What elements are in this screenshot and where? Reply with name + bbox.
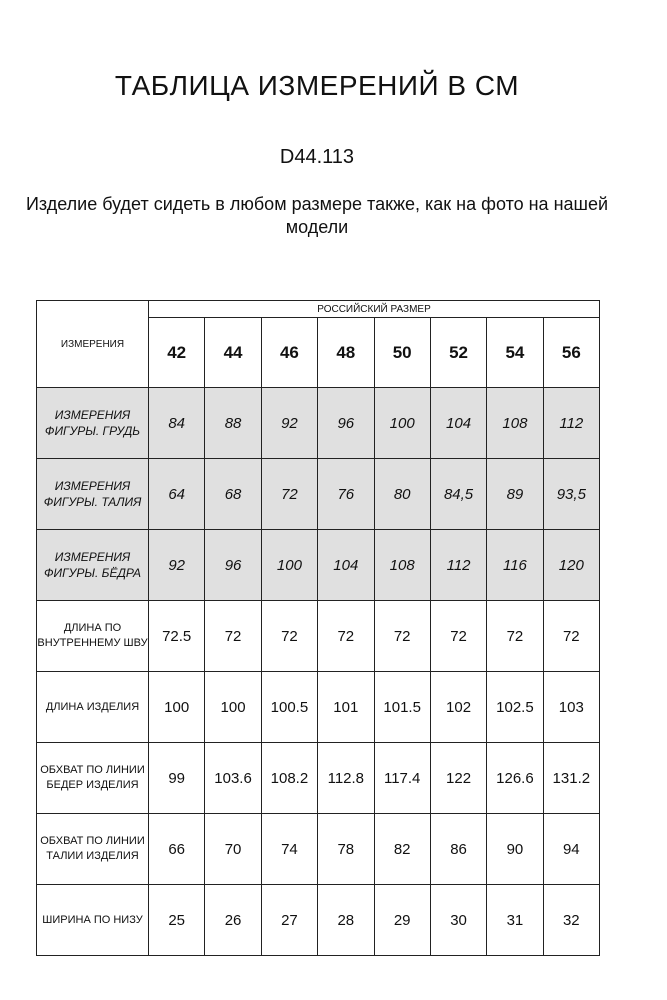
row-label: ШИРИНА ПО НИЗУ <box>37 885 149 956</box>
table-cell: 90 <box>487 814 543 885</box>
table-row <box>37 672 600 743</box>
table-cell: 72 <box>430 601 486 672</box>
table-cell: 25 <box>149 885 205 956</box>
page-title: ТАБЛИЦА ИЗМЕРЕНИЙ В СМ <box>114 70 520 101</box>
table-cell: 32 <box>543 885 599 956</box>
table-cell: 31 <box>487 885 543 956</box>
table-cell: 72 <box>543 601 599 672</box>
table-cell: 72 <box>487 601 543 672</box>
row-label: ИЗМЕРЕНИЯ ФИГУРЫ. БЁДРА <box>37 530 149 601</box>
table-cell: 102 <box>430 672 486 743</box>
table-cell: 72 <box>261 459 317 530</box>
table-cell: 68 <box>205 459 261 530</box>
table-cell: 103.6 <box>205 743 261 814</box>
size-header-46: 46 <box>261 318 317 388</box>
table-cell: 80 <box>374 459 430 530</box>
table-cell: 102.5 <box>487 672 543 743</box>
table-cell: 72 <box>205 601 261 672</box>
table-cell: 86 <box>430 814 486 885</box>
row-label: ИЗМЕРЕНИЯ ФИГУРЫ. ГРУДЬ <box>37 388 149 459</box>
table-row <box>37 885 600 956</box>
table-row <box>37 814 600 885</box>
table-cell: 30 <box>430 885 486 956</box>
fit-note: Изделие будет сидеть в любом размере также, как на фото на нашей модели <box>25 194 609 237</box>
table-cell: 84 <box>149 388 205 459</box>
table-cell: 72 <box>318 601 374 672</box>
table-cell: 70 <box>205 814 261 885</box>
table-cell: 74 <box>261 814 317 885</box>
table-cell: 112 <box>430 530 486 601</box>
table-cell: 27 <box>261 885 317 956</box>
table-row <box>37 530 600 601</box>
table-cell: 72.5 <box>149 601 205 672</box>
size-group-header: РОССИЙСКИЙ РАЗМЕР <box>149 301 600 318</box>
article-number: D44.113 <box>279 146 355 168</box>
table-cell: 96 <box>205 530 261 601</box>
table-cell: 117.4 <box>374 743 430 814</box>
table-cell: 122 <box>430 743 486 814</box>
table-cell: 101.5 <box>374 672 430 743</box>
table-cell: 88 <box>205 388 261 459</box>
table-row <box>37 743 600 814</box>
table-cell: 29 <box>374 885 430 956</box>
table-cell: 104 <box>318 530 374 601</box>
table-cell: 92 <box>261 388 317 459</box>
size-header-42: 42 <box>149 318 205 388</box>
table-cell: 96 <box>318 388 374 459</box>
row-label: ОБХВАТ ПО ЛИНИИ БЕДЕР ИЗДЕЛИЯ <box>37 743 149 814</box>
table-row <box>37 388 600 459</box>
table-cell: 66 <box>149 814 205 885</box>
table-cell: 84,5 <box>430 459 486 530</box>
table-cell: 100 <box>149 672 205 743</box>
table-cell: 126.6 <box>487 743 543 814</box>
table-cell: 112 <box>543 388 599 459</box>
size-header-54: 54 <box>487 318 543 388</box>
table-cell: 28 <box>318 885 374 956</box>
row-label: ИЗМЕРЕНИЯ ФИГУРЫ. ТАЛИЯ <box>37 459 149 530</box>
table-cell: 72 <box>374 601 430 672</box>
row-label: ОБХВАТ ПО ЛИНИИ ТАЛИИ ИЗДЕЛИЯ <box>37 814 149 885</box>
table-cell: 93,5 <box>543 459 599 530</box>
table-cell: 112.8 <box>318 743 374 814</box>
size-header-52: 52 <box>430 318 486 388</box>
table-cell: 89 <box>487 459 543 530</box>
table-cell: 99 <box>149 743 205 814</box>
table-cell: 94 <box>543 814 599 885</box>
size-header-44: 44 <box>205 318 261 388</box>
table-cell: 108 <box>374 530 430 601</box>
table-cell: 131.2 <box>543 743 599 814</box>
table-row <box>37 459 600 530</box>
size-header-56: 56 <box>543 318 599 388</box>
row-label: ДЛИНА ИЗДЕЛИЯ <box>37 672 149 743</box>
size-header-48: 48 <box>318 318 374 388</box>
table-cell: 116 <box>487 530 543 601</box>
table-cell: 120 <box>543 530 599 601</box>
table-cell: 100 <box>261 530 317 601</box>
table-cell: 104 <box>430 388 486 459</box>
table-cell: 100.5 <box>261 672 317 743</box>
table-cell: 100 <box>374 388 430 459</box>
table-cell: 92 <box>149 530 205 601</box>
table-cell: 103 <box>543 672 599 743</box>
size-table <box>36 300 600 956</box>
size-header-50: 50 <box>374 318 430 388</box>
table-cell: 72 <box>261 601 317 672</box>
measure-header: ИЗМЕРЕНИЯ <box>37 301 149 388</box>
table-cell: 78 <box>318 814 374 885</box>
row-label: ДЛИНА ПО ВНУТРЕННЕМУ ШВУ <box>37 601 149 672</box>
table-cell: 108.2 <box>261 743 317 814</box>
table-row <box>37 601 600 672</box>
table-cell: 64 <box>149 459 205 530</box>
table-cell: 82 <box>374 814 430 885</box>
table-cell: 108 <box>487 388 543 459</box>
table-cell: 100 <box>205 672 261 743</box>
table-cell: 101 <box>318 672 374 743</box>
table-cell: 26 <box>205 885 261 956</box>
table-cell: 76 <box>318 459 374 530</box>
